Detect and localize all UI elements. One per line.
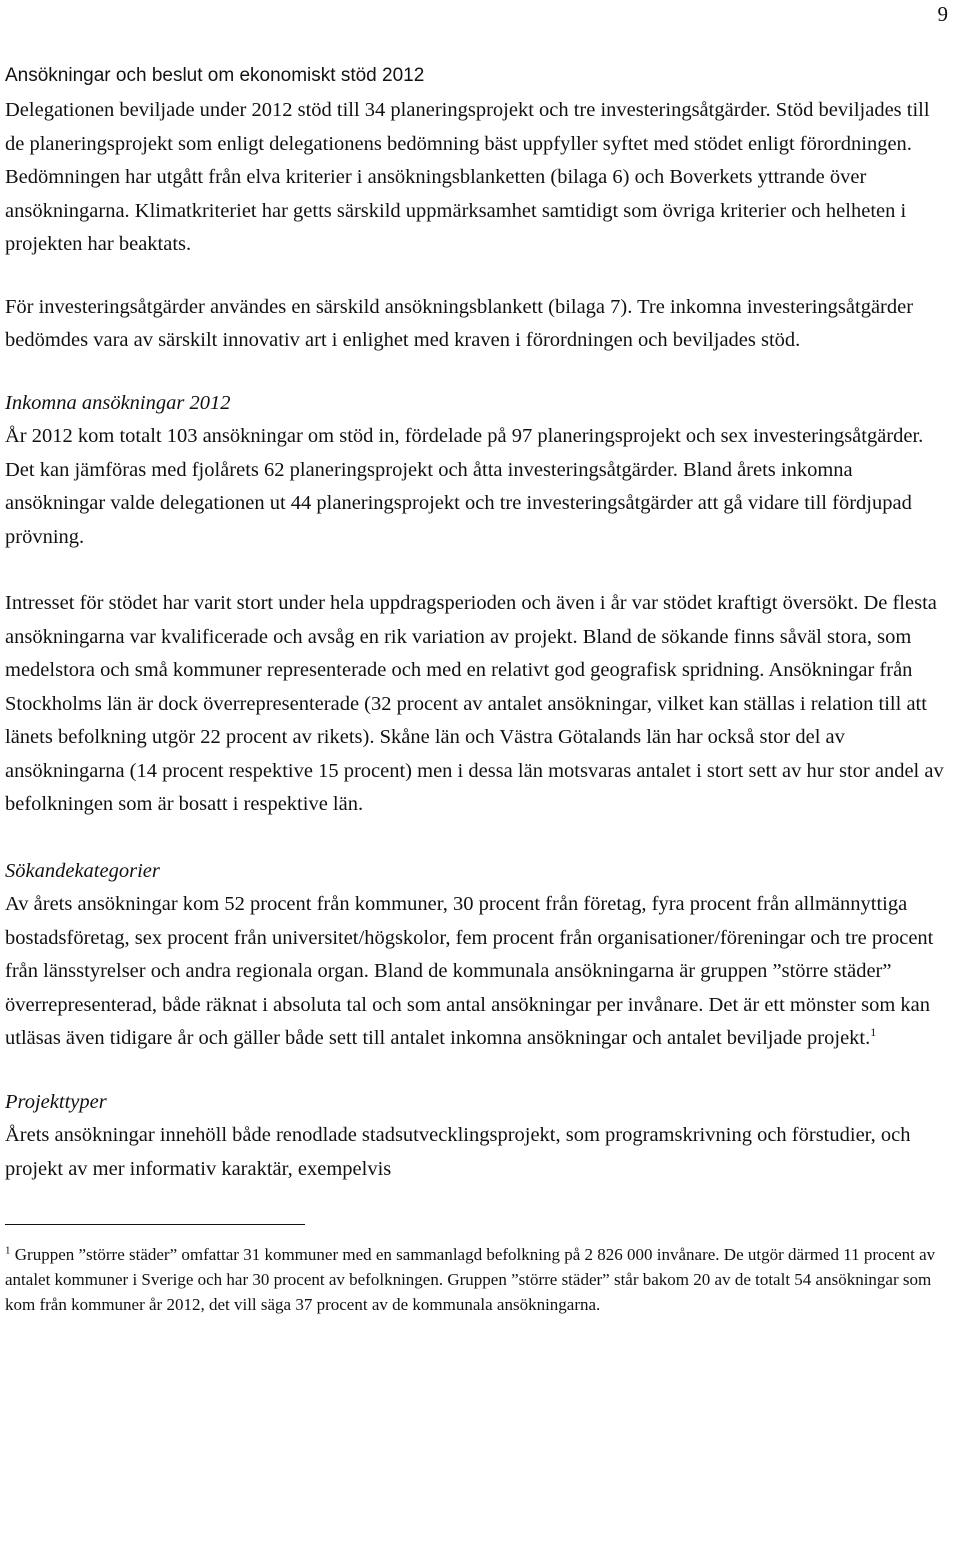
footnote-marker: 1 [5, 1244, 11, 1257]
paragraph-project-types: Årets ansökningar innehöll både renodlade stadsutvecklingsprojekt, som programskrivning och förstudier, och projekt av mer informativ karaktär, exempelvis [5, 1124, 911, 1180]
paragraph-incoming-applications: År 2012 kom totalt 103 ansökningar om stöd in, fördelade på 97 planeringsprojekt och sex investeringsåtgärder. Det kan jämföras med fjolårets 62 planeringsprojekt och åtta investeringsåtgärder. Bland årets inkomna ansökningar valde delegationen ut 44 planeringsprojekt och tre investeringsåtgärder att gå vidare till fördjupad prövning. [5, 425, 924, 548]
footnote-reference[interactable]: 1 [870, 1025, 877, 1040]
paragraph-grants-2012: Delegationen beviljade under 2012 stöd till 34 planeringsprojekt och tre investeringsåtgärder. Stöd beviljades till de planeringsprojekt som enligt delegationens bedömning bäst uppfyller syftet med stödet enligt förordningen. Bedömningen har utgått från elva kriterier i ansökningsblanketten (bilaga 6) och Boverkets yttrande över ansökningarna. Klimatkriteriet har getts särskild uppmärksamhet samtidigt som övriga kriterier och helheten i projekten har beaktats. [5, 99, 930, 255]
paragraph-interest-distribution: Intresset för stödet har varit stort under hela uppdragsperioden och även i år var stödet kraftigt översökt. De flesta ansökningarna var kvalificerade och avsåg en rik variation av projekt. Bland de sökande finns såväl stora, som medelstora och små kommuner representerade och med en relativt god geografisk spridning. Ansökningar från Stockholms län är dock överrepresenterade (32 procent av antalet ansökningar, vilket kan ställas i relation till att länets befolkning utgör 22 procent av rikets). Skåne län och Västra Götalands län har också stor del av ansökningarna (14 procent respektive 15 procent) men i dessa län motsvaras antalet i stort sett av hur stor andel av befolkningen som är bosatt i respektive län. [5, 592, 944, 815]
footnote [5, 1242, 948, 1317]
page-number: 9 [937, 2, 948, 26]
paragraph-investment-measures: För investeringsåtgärder användes en särskild ansökningsblankett (bilaga 7). Tre inkomna investeringsåtgärder bedömdes vara av särskilt innovativ art i enlighet med kraven i förordningen och beviljades stöd. [5, 295, 914, 351]
paragraph-applicant-categories-text: Av årets ansökningar kom 52 procent från kommuner, 30 procent från företag, fyra procent från allmännyttiga bostadsföretag, sex procent från universitet/högskolor, fem procent från organisationer/föreningar och tre procent från länsstyrelser och andra regionala organ. Bland de kommunala ansökningarna är gruppen ”större städer” överrepresenterad, både räknat i absoluta tal och som antal ansökningar per invånare. Det är ett mönster som kan utläsas även tidigare år och gäller både sett till antalet inkomna ansökningar och antalet beviljade projekt. [5, 893, 934, 1049]
paragraph-applicant-categories [5, 888, 948, 1056]
subheading-sokandekategorier: Sökandekategorier [5, 859, 160, 882]
section-heading: Ansökningar och beslut om ekonomiskt stöd 2012 [5, 65, 425, 86]
footnote-text: Gruppen ”större städer” omfattar 31 kommuner med en sammanlagd befolkning på 2 826 000 invånare. De utgör därmed 11 procent av antalet kommuner i Sverige och har 30 procent av befolkningen. Gruppen ”större städer” står bakom 20 av de totalt 54 ansökningar som kom från kommuner år 2012, det vill säga 37 procent av de kommunala ansökningarna. [5, 1245, 936, 1314]
footnote-divider [5, 1224, 305, 1225]
subheading-inkomna-ansokningar: Inkomna ansökningar 2012 [5, 391, 231, 414]
subheading-projekttyper: Projekttyper [5, 1090, 107, 1113]
